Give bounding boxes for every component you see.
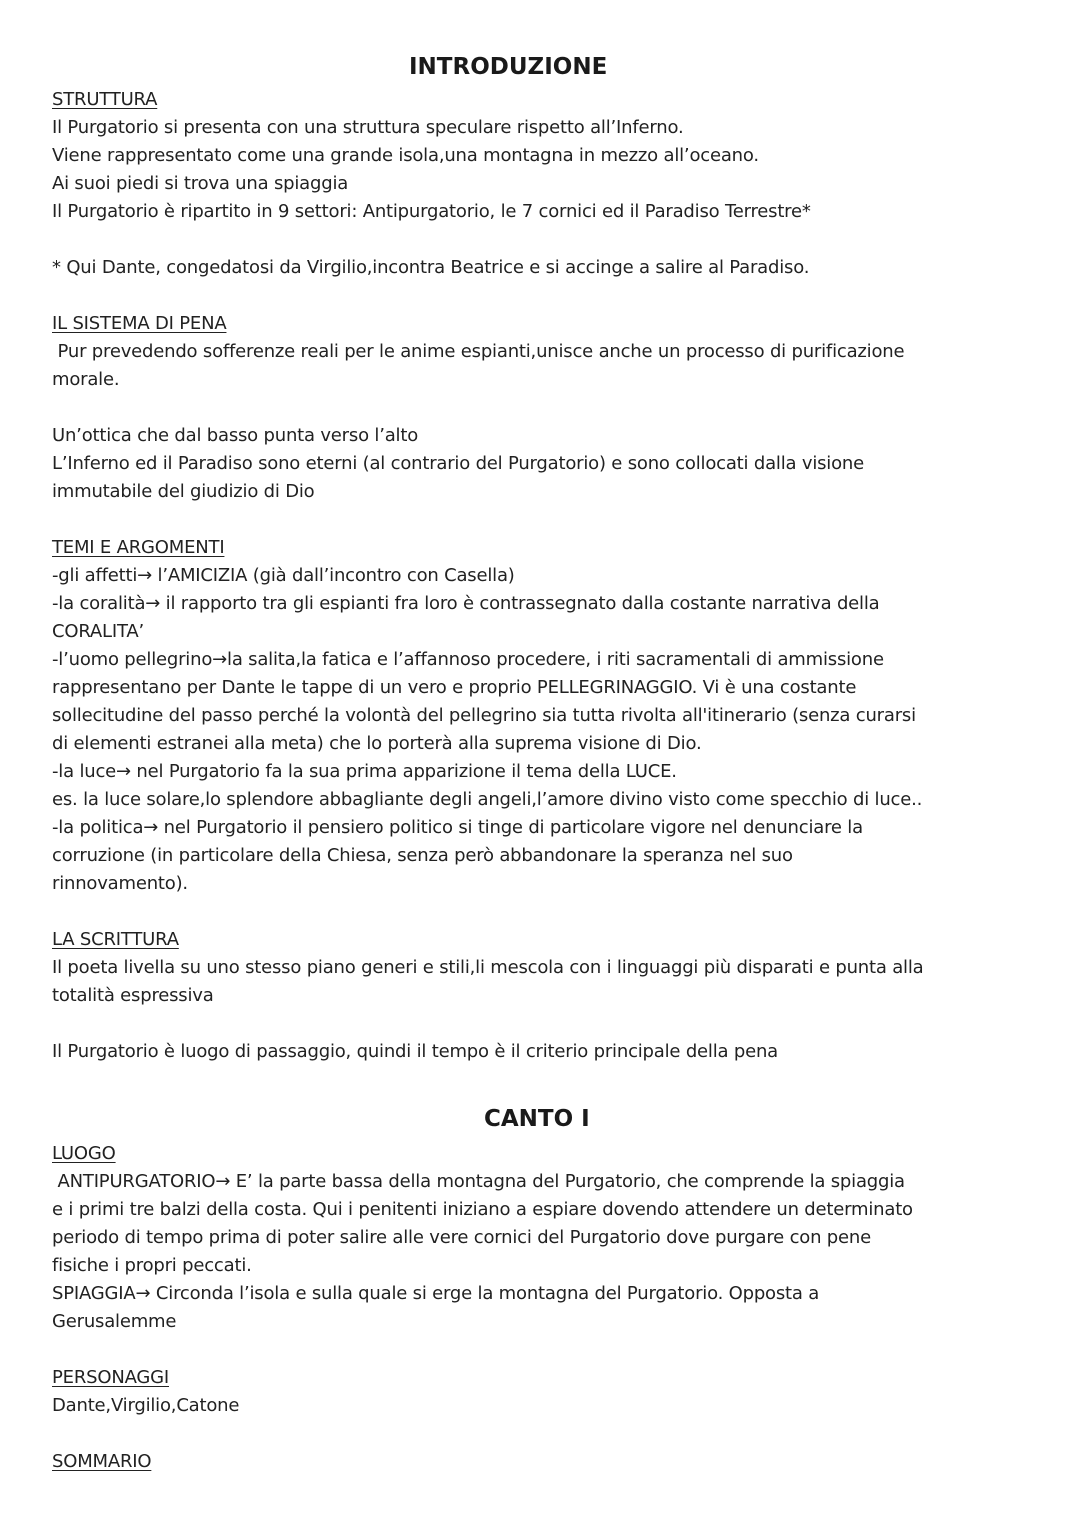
sistema-line: immutabile del giudizio di Dio: [52, 481, 315, 502]
luogo-line: fisiche i propri peccati.: [52, 1255, 252, 1276]
luogo-line: periodo di tempo prima di poter salire alle vere cornici del Purgatorio dove purgare con pene: [52, 1227, 871, 1248]
struttura-line: Il Purgatorio è ripartito in 9 settori: Antipurgatorio, le 7 cornici ed il Paradiso Terrestre*: [52, 201, 811, 222]
canto-title: CANTO I: [484, 1106, 590, 1132]
sistema-line: morale.: [52, 369, 120, 390]
luogo-heading: LUOGO: [52, 1143, 116, 1164]
spacer: [52, 898, 1037, 926]
struttura-line: Ai suoi piedi si trova una spiaggia: [52, 173, 349, 194]
scrittura-closing: Il Purgatorio è luogo di passaggio, quindi il tempo è il criterio principale della pena: [52, 1041, 779, 1062]
struttura-heading: STRUTTURA: [52, 89, 158, 110]
temi-heading: TEMI E ARGOMENTI: [52, 537, 225, 558]
spacer: [52, 1420, 1037, 1448]
temi-line: -gli affetti→ l’AMICIZIA (già dall’incontro con Casella): [52, 565, 515, 586]
temi-line: di elementi estranei alla meta) che lo porterà alla suprema visione di Dio.: [52, 733, 702, 754]
temi-line: -la politica→ nel Purgatorio il pensiero politico si tinge di particolare vigore nel denunciare la: [52, 817, 863, 838]
luogo-line: Gerusalemme: [52, 1311, 177, 1332]
temi-line: rinnovamento).: [52, 873, 188, 894]
struttura-line: Viene rappresentato come una grande isola,una montagna in mezzo all’oceano.: [52, 145, 759, 166]
scrittura-heading: LA SCRITTURA: [52, 929, 179, 950]
personaggi-text: Dante,Virgilio,Catone: [52, 1395, 240, 1416]
sommario-heading: SOMMARIO: [52, 1451, 152, 1472]
document-page: [52, 48, 1037, 1476]
intro-title: INTRODUZIONE: [409, 54, 608, 80]
spacer: [52, 1066, 1037, 1094]
temi-line: es. la luce solare,lo splendore abbagliante degli angeli,l’amore divino visto come specchio di luce..: [52, 789, 923, 810]
struttura-note: * Qui Dante, congedatosi da Virgilio,incontra Beatrice e si accinge a salire al Paradiso.: [52, 257, 810, 278]
struttura-line: Il Purgatorio si presenta con una struttura speculare rispetto all’Inferno.: [52, 117, 684, 138]
spacer: [52, 282, 1037, 310]
temi-line: -la luce→ nel Purgatorio fa la sua prima apparizione il tema della LUCE.: [52, 761, 677, 782]
temi-line: rappresentano per Dante le tappe di un vero e proprio PELLEGRINAGGIO. Vi è una costante: [52, 677, 857, 698]
temi-line: sollecitudine del passo perché la volontà del pellegrino sia tutta rivolta all'itinerario (senza curarsi: [52, 705, 916, 726]
luogo-line: SPIAGGIA→ Circonda l’isola e sulla quale si erge la montagna del Purgatorio. Opposta a: [52, 1283, 820, 1304]
luogo-line: ANTIPURGATORIO→ E’ la parte bassa della montagna del Purgatorio, che comprende la spiaggia: [52, 1171, 905, 1192]
spacer: [52, 394, 1037, 422]
scrittura-line: totalità espressiva: [52, 985, 214, 1006]
spacer: [52, 1336, 1037, 1364]
spacer: [52, 226, 1037, 254]
scrittura-line: Il poeta livella su uno stesso piano generi e stili,li mescola con i linguaggi più disparati e punta alla: [52, 957, 924, 978]
sistema-line: Pur prevedendo sofferenze reali per le anime espianti,unisce anche un processo di purificazione: [52, 341, 905, 362]
temi-line: -la coralità→ il rapporto tra gli espianti fra loro è contrassegnato dalla costante narrativa della: [52, 593, 880, 614]
personaggi-heading: PERSONAGGI: [52, 1367, 169, 1388]
temi-line: CORALITA’: [52, 621, 144, 642]
sistema-heading: IL SISTEMA DI PENA: [52, 313, 227, 334]
temi-line: corruzione (in particolare della Chiesa, senza però abbandonare la speranza nel suo: [52, 845, 793, 866]
spacer: [52, 506, 1037, 534]
sistema-line: L’Inferno ed il Paradiso sono eterni (al contrario del Purgatorio) e sono collocati dalla visione: [52, 453, 865, 474]
temi-line: -l’uomo pellegrino→la salita,la fatica e l’affannoso procedere, i riti sacramentali di ammissione: [52, 649, 884, 670]
spacer: [52, 1010, 1037, 1038]
sistema-line: Un’ottica che dal basso punta verso l’alto: [52, 425, 419, 446]
luogo-line: e i primi tre balzi della costa. Qui i penitenti iniziano a espiare dovendo attendere un determinato: [52, 1199, 913, 1220]
